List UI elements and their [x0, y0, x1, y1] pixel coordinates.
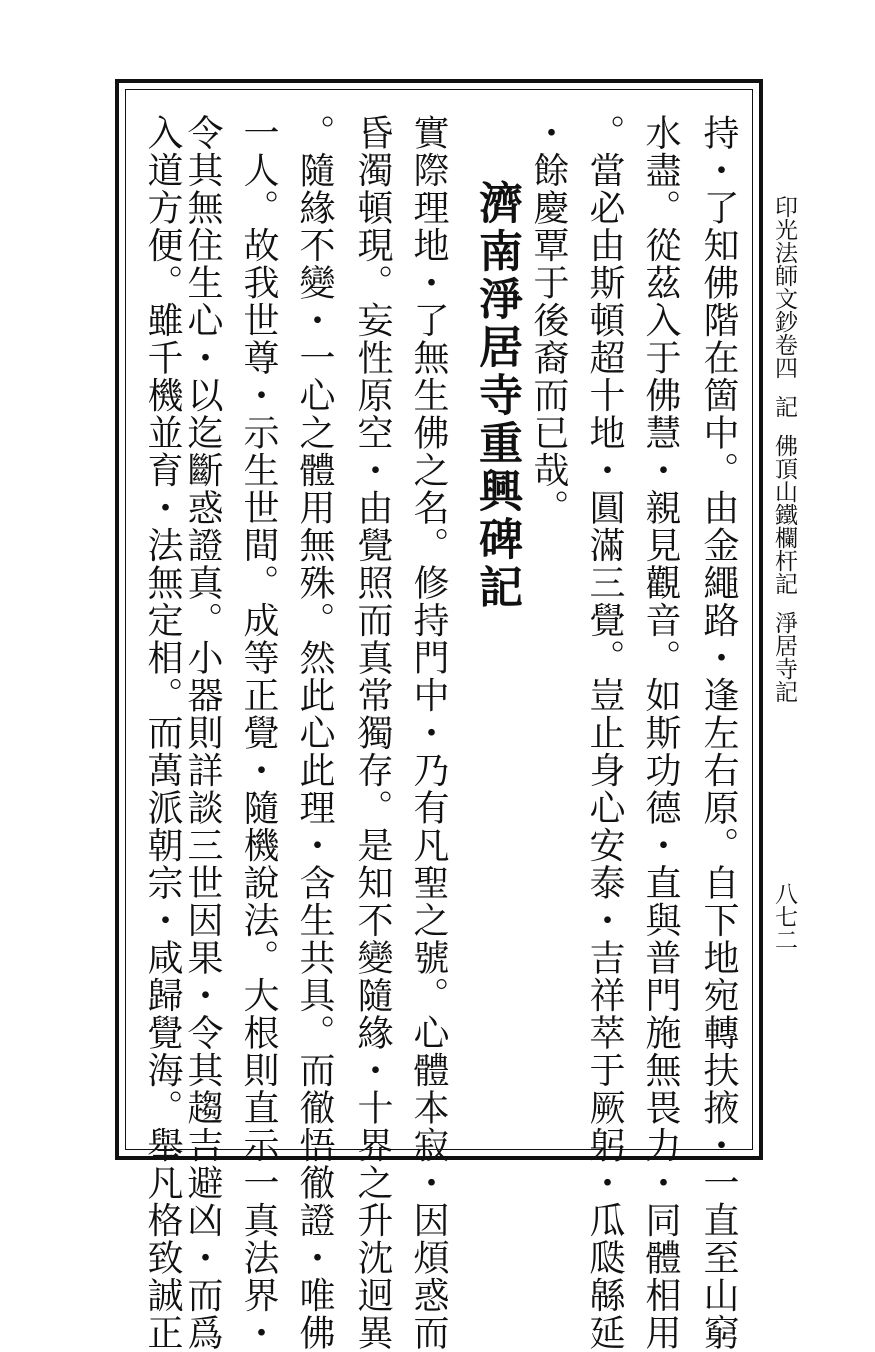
- article-title: 濟南淨居寺重興碑記: [471, 180, 522, 612]
- page-number: 八七二: [771, 882, 797, 951]
- running-header-section: 記: [771, 395, 797, 418]
- text-column-4: ・餘慶覃于後裔而已哉。: [528, 114, 569, 527]
- text-column-5: 實際理地・了無生佛之名。修持門中・乃有凡聖之號。心體本寂・因煩惑而: [408, 114, 449, 1352]
- text-column-10: 入道方便。雖千機並育・法無定相。而萬派朝宗・咸歸覺海。舉凡格致誠正: [142, 114, 183, 1352]
- text-column-1: 持・了知佛階在箇中。由金繩路・逢左右原。自下地宛轉扶掖・一直至山窮: [698, 114, 739, 1352]
- text-column-6: 昏濁頓現。妄性原空・由覺照而真常獨存。是知不變隨緣・十界之升沈迥異: [352, 114, 393, 1352]
- text-column-2: 水盡。從茲入于佛慧・親見觀音。如斯功德・直與普門施無畏力・同體相用: [640, 114, 681, 1352]
- running-header-book: 印光法師文鈔卷四: [771, 195, 797, 379]
- text-column-9: 令其無住生心・以迄斷惑證真。小器則詳談三世因果・令其趨吉避凶・而爲: [182, 114, 223, 1352]
- text-column-7: 。隨緣不變・一心之體用無殊。然此心此理・含生共具。而徹悟徹證・唯佛: [294, 114, 335, 1352]
- running-header: [770, 195, 798, 703]
- text-column-3: 。當必由斯頓超十地・圓滿三覺。豈止身心安泰・吉祥萃于厥躬・瓜瓞緜延: [584, 114, 625, 1352]
- text-column-8: 一人。故我世尊・示生世間。成等正覺・隨機說法。大根則直示一真法界・: [238, 114, 279, 1352]
- running-header-current: 淨居寺記: [771, 611, 797, 703]
- running-header-articles: 佛頂山鐵欄杆記: [771, 434, 797, 595]
